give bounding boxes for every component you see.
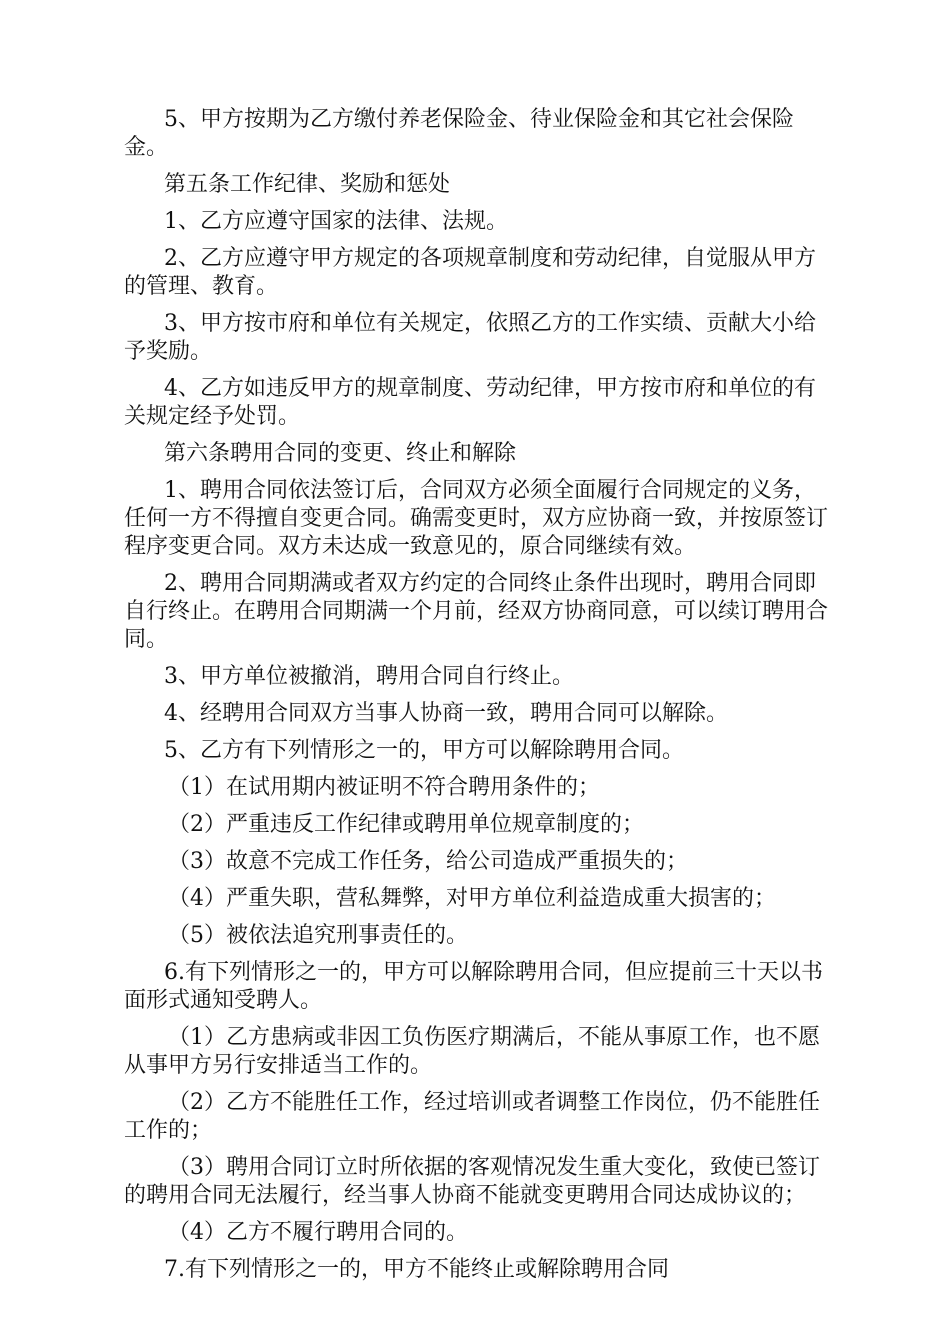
article-5-item-1: 1、乙方应遵守国家的法律、法规。 [164, 209, 508, 234]
article-6-heading: 第六条聘用合同的变更、终止和解除 [164, 441, 517, 466]
document-body [124, 106, 832, 1293]
item-5-sub-4: （4）严重失职，营私舞弊，对甲方单位利益造成重大损害的； [168, 886, 776, 911]
article-6-item-7: 7.有下列情形之一的，甲方不能终止或解除聘用合同 [164, 1257, 669, 1282]
item-6-sub-3: （3）聘用合同订立时所依据的客观情况发生重大变化，致使已签订的聘用合同无法履行，经当事人协商不能就变更聘用合同达成协议的； [124, 1155, 820, 1208]
article-6-item-6: 6.有下列情形之一的，甲方可以解除聘用合同，但应提前三十天以书面形式通知受聘人。 [124, 960, 823, 1013]
article-5-item-4: 4、乙方如违反甲方的规章制度、劳动纪律，甲方按市府和单位的有关规定经予处罚。 [124, 376, 816, 429]
article-6-item-1: 1、聘用合同依法签订后，合同双方必须全面履行合同规定的义务，任何一方不得擅自变更合同。确需变更时，双方应协商一致，并按原签订程序变更合同。双方未达成一致意见的，原合同继续有效。 [124, 478, 829, 559]
article-5-item-2: 2、乙方应遵守甲方规定的各项规章制度和劳动纪律，自觉服从甲方的管理、教育。 [124, 246, 816, 299]
article-5-heading: 第五条工作纪律、奖励和惩处 [164, 172, 451, 197]
item-5-sub-2: （2）严重违反工作纪律或聘用单位规章制度的； [168, 812, 644, 837]
item-5-sub-3: （3）故意不完成工作任务，给公司造成严重损失的； [168, 849, 688, 874]
item-5-sub-1: （1）在试用期内被证明不符合聘用条件的； [168, 775, 600, 800]
article-6-item-2: 2、聘用合同期满或者双方约定的合同终止条件出现时，聘用合同即自行终止。在聘用合同期满一个月前，经双方协商同意，可以续订聘用合同。 [124, 571, 829, 652]
clause-5-social-insurance: 5、甲方按期为乙方缴付养老保险金、待业保险金和其它社会保险金。 [124, 107, 794, 160]
article-6-item-4: 4、经聘用合同双方当事人协商一致，聘用合同可以解除。 [164, 701, 728, 726]
article-5-item-3: 3、甲方按市府和单位有关规定，依照乙方的工作实绩、贡献大小给予奖励。 [124, 311, 816, 364]
item-6-sub-1: （1）乙方患病或非因工负伤医疗期满后，不能从事原工作，也不愿从事甲方另行安排适当工作的。 [124, 1025, 820, 1078]
article-6-item-5: 5、乙方有下列情形之一的，甲方可以解除聘用合同。 [164, 738, 684, 763]
item-6-sub-2: （2）乙方不能胜任工作，经过培训或者调整工作岗位，仍不能胜任工作的； [124, 1090, 820, 1143]
article-6-item-3: 3、甲方单位被撤消，聘用合同自行终止。 [164, 664, 574, 689]
item-5-sub-5: （5）被依法追究刑事责任的。 [168, 923, 468, 948]
item-6-sub-4: （4）乙方不履行聘用合同的。 [168, 1220, 468, 1245]
